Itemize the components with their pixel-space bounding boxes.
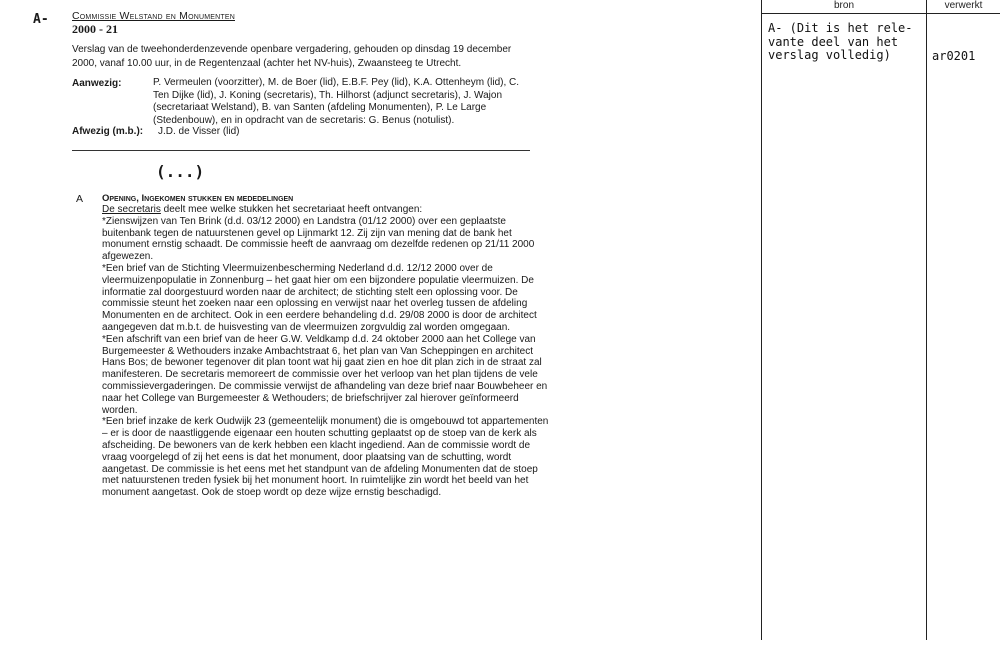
- absent-names: J.D. de Visser (lid): [158, 126, 240, 137]
- list-item: *Een brief van de Stichting Vleermuizenbescherming Nederland d.d. 12/12 2000 over de vleermuizenpopulatie in Zonnenburg – het gaat hier om een bijzondere populatie vleermuizen. De informatie zal doorgestuurd worden naar de architect; de stichting stelt een oplossing voor. De commissie steunt het zoeken naar een oplossing en verwijst naar het overleg tussen de afdeling Monumenten en de architect. Ook in een eerdere behandeling d.d. 29/08 2000 is door de architect aangegeven dat m.b.t. de huisvesting van de vleermuizen zorgvuldig zal worden omgegaan.: [102, 262, 537, 333]
- bron-header: bron: [833, 0, 854, 11]
- separator-line: [72, 150, 530, 151]
- list-item: *Een brief inzake de kerk Oudwijk 23 (gemeentelijk monument) die is omgebouwd tot appartementen – er is door de naastliggende eigenaar een houten schutting geplaatst op de stoep van de kerk als afscheiding. De bewoners van de kerk hebben een klacht ingediend. Aan de commissie wordt de vraag voorgelegd of zij het eens is dat het monument, door plaatsing van de schutting, wordt aangetast. De commissie is het eens met het standpunt van de afdeling Monumenten dat de stoep met natuurstenen treden fysiek bij het monument hoort. In ruimtelijke zin wordt het beeld van het monument aangetast. Ook de stoep wordt op deze wijze ernstig beschadigd.: [102, 416, 549, 499]
- bron-note-line: vante deel van het: [768, 34, 899, 49]
- bron-note-line: A- (Dit is het rele-: [768, 21, 913, 35]
- verwerkt-code: ar0201: [932, 49, 976, 63]
- margin-mark: A-: [33, 12, 49, 27]
- bron-note: [768, 22, 924, 63]
- lead-subject: De secretaris: [102, 204, 161, 215]
- lead-text: deelt mee welke stukken het secretariaat heeft ontvangen:: [160, 204, 423, 215]
- list-item: *Een afschrift van een brief van de heer G.W. Veldkamp d.d. 24 oktober 2000 aan het College van Burgemeester & Wethouders inzake Ambachtstraat 6, het plan van Van Scheppingen en architect Hans Bos; de bewoner tegenover dit plan toont wat hij gaat zien en hoe dit plan zich in de straat zal manifesteren. De secretaris memoreert de commissie over het verloop van het plan tijdens de vele commissievergaderingen. De commissie verwijst de afhandeling van deze brief naar Bouwbeheer en naar het College van Burgemeester & Wethouders; de briefschrijver zal hierover geïnformeerd worden.: [102, 333, 548, 416]
- section-title: Opening, Ingekomen stukken en mededelingen: [102, 193, 294, 204]
- organisation-title: Commissie Welstand en Monumenten: [72, 10, 235, 22]
- list-item: *Zienswijzen van Ten Brink (d.d. 03/12 2000) en Landstra (01/12 2000) over een geplaatste buitenbank tegen de natuurstenen gevel op Lijnmarkt 12. Zij zijn van mening dat de bank het monument ernstig schaadt. De commissie heeft de aanvraag om dezelfde redenen op 21/11 2000 afgewezen.: [102, 215, 535, 263]
- present-label: Aanwezig:: [72, 78, 122, 89]
- verwerkt-header: verwerkt: [944, 0, 983, 11]
- omission-mark: (...): [156, 162, 205, 181]
- document-number: 2000 - 21: [72, 22, 118, 36]
- header-rule: [761, 13, 1000, 14]
- column-divider-left: [761, 0, 762, 640]
- meeting-intro: Verslag van de tweehonderdenzevende openbare vergadering, gehouden op dinsdag 19 december 2000, vanaf 10.00 uur, in de Regentenzaal (achter het NV-huis), Zwaansteeg te Utrecht.: [72, 44, 512, 69]
- section-letter: A: [76, 193, 84, 205]
- column-divider-right: [926, 0, 927, 640]
- absent-label: Afwezig (m.b.):: [72, 126, 144, 137]
- section-body: [102, 204, 554, 499]
- present-names: P. Vermeulen (voorzitter), M. de Boer (lid), E.B.F. Pey (lid), K.A. Ottenheym (lid), C. Ten Dijke (lid), J. Koning (secretaris), Th. Hilhorst (adjunct secretaris), J. Wajon (secretariaat Welstand), B. van Santen (afdeling Monumenten), P. Le Large (Stedenbouw), en in opdracht van de secretaris: G. Benus (notulist).: [153, 77, 520, 126]
- bron-note-line: verslag volledig): [768, 48, 891, 62]
- section-lead: [102, 204, 554, 216]
